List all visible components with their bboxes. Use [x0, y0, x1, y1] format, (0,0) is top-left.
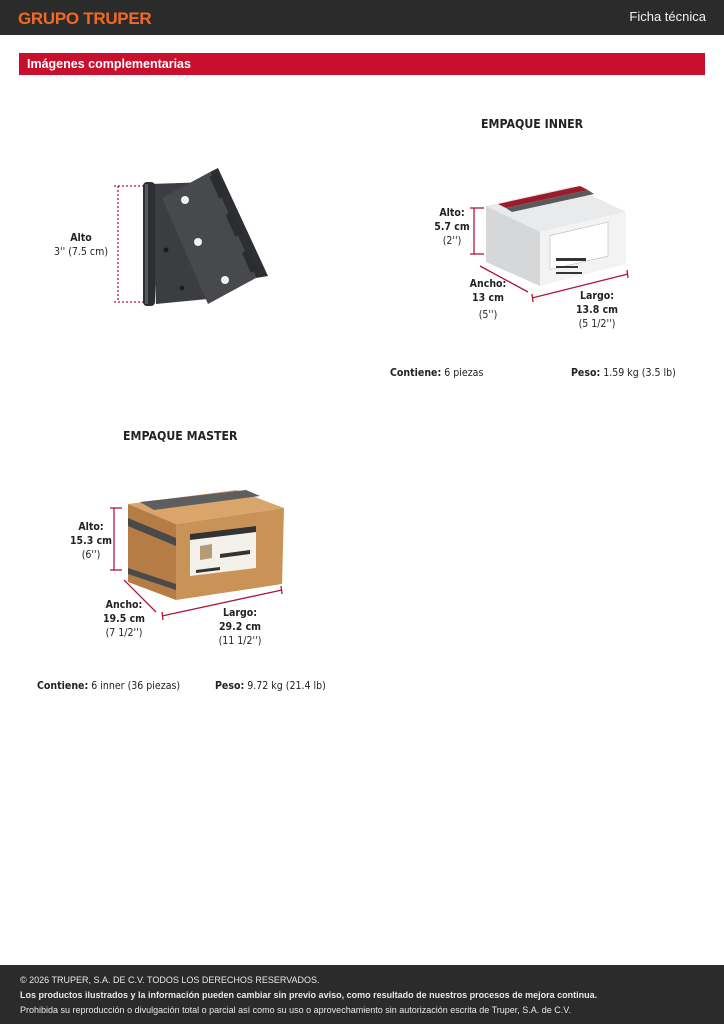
master-alto-dimension [60, 520, 121, 562]
inner-alto-in: (2'') [442, 235, 462, 247]
inner-alto-label: Alto: [439, 207, 465, 219]
master-ancho-in: (7 1/2'') [105, 627, 143, 639]
footer-prohibition: Prohibida su reproducción o divulgación total o parcial así como su uso o aprovechamiento sin autorización escrita de Truper, S.A. de C.V. [20, 1005, 571, 1015]
master-weight [215, 680, 326, 692]
master-largo-dimension [208, 606, 273, 648]
master-alto-cm: 15.3 cm [69, 535, 113, 547]
inner-weight [571, 367, 676, 379]
inner-ancho-in: (5'') [478, 309, 498, 321]
master-heading: EMPAQUE MASTER [123, 428, 238, 443]
master-contains [37, 680, 180, 692]
top-bar [0, 0, 724, 35]
footer-copyright: © 2026 TRUPER, S.A. DE C.V. TODOS LOS DERECHOS RESERVADOS. [20, 975, 320, 985]
hinge-image [110, 160, 280, 320]
inner-contains [390, 367, 483, 379]
inner-largo-in: (5 1/2'') [578, 318, 616, 330]
section-title: Imágenes complementarias [27, 57, 191, 71]
master-ancho-cm: 19.5 cm [102, 613, 146, 625]
master-weight-value: 9.72 kg (21.4 lb) [247, 680, 326, 692]
inner-ancho-dimension [457, 277, 518, 322]
product-height-dimension [44, 231, 118, 259]
product-height-label: Alto [70, 232, 92, 244]
inner-largo-label: Largo: [579, 290, 615, 302]
document-type: Ficha técnica [629, 9, 706, 24]
inner-largo-cm: 13.8 cm [575, 304, 619, 316]
master-ancho-dimension [93, 598, 154, 640]
footer-notice: Los productos ilustrados y la información pueden cambiar sin previo aviso, como resultado de nuestros procesos de mejora continua. [20, 990, 598, 1000]
inner-weight-label: Peso: [571, 367, 601, 379]
inner-contains-value: 6 piezas [444, 367, 484, 379]
product-height-value: 3'' (7.5 cm) [53, 246, 109, 258]
master-largo-label: Largo: [222, 607, 258, 619]
inner-weight-value: 1.59 kg (3.5 lb) [603, 367, 676, 379]
master-contains-label: Contiene: [37, 680, 89, 692]
master-weight-label: Peso: [215, 680, 245, 692]
master-alto-label: Alto: [78, 521, 104, 533]
inner-alto-dimension [421, 206, 482, 248]
footer [0, 965, 724, 1024]
brand-logo: GRUPO TRUPER [18, 9, 152, 28]
inner-contains-label: Contiene: [390, 367, 442, 379]
master-largo-in: (11 1/2'') [218, 635, 262, 647]
master-contains-value: 6 inner (36 piezas) [91, 680, 181, 692]
inner-ancho-label: Ancho: [469, 278, 507, 290]
inner-heading: EMPAQUE INNER [481, 116, 584, 131]
inner-ancho-cm: 13 cm [472, 292, 504, 304]
master-alto-in: (6'') [81, 549, 101, 561]
inner-largo-dimension [566, 289, 627, 331]
master-largo-cm: 29.2 cm [218, 621, 262, 633]
inner-alto-cm: 5.7 cm [434, 221, 470, 233]
master-ancho-label: Ancho: [105, 599, 143, 611]
section-header [19, 53, 705, 75]
